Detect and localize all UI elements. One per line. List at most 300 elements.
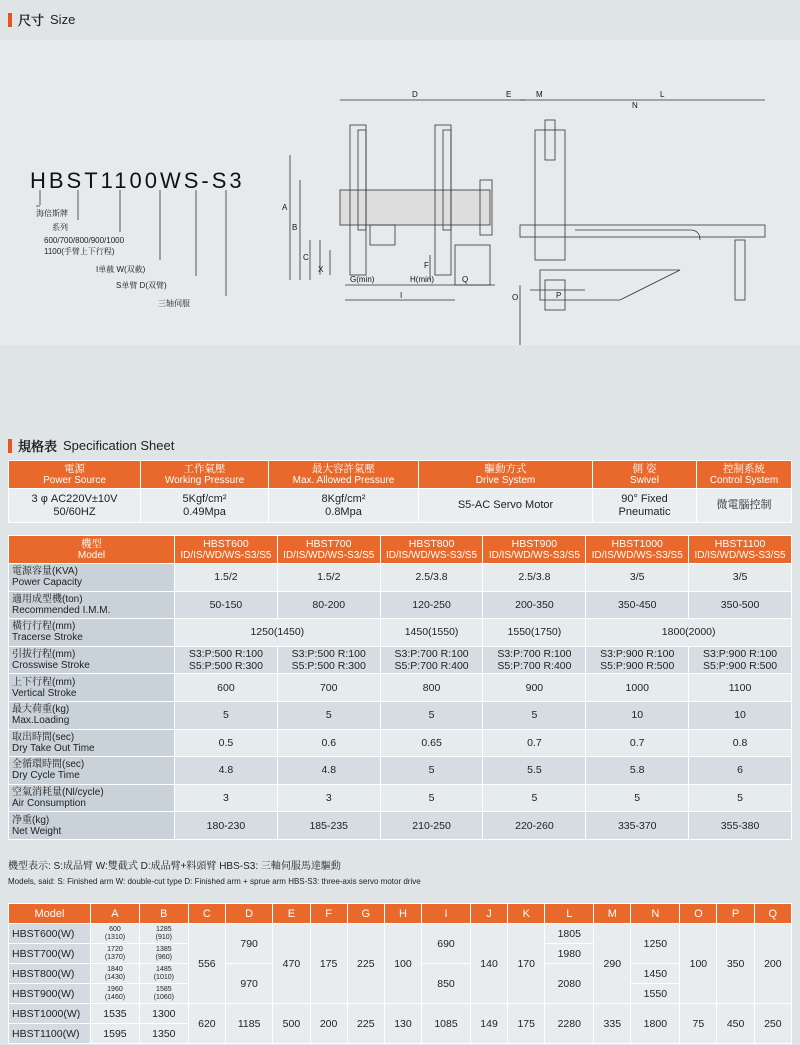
dim-h-line: 100: [394, 957, 412, 970]
dim-a: [91, 924, 140, 944]
spec-row-label: [9, 757, 175, 785]
spec-value-line: 5.5: [527, 764, 542, 777]
dim-i-line: 850: [437, 977, 455, 990]
power-value: 3 φ AC220V±10V 50/60HZ: [9, 489, 141, 523]
dim-i: [422, 924, 471, 964]
dim-m: [594, 924, 631, 1004]
spec-value-line: S5:P:900 R:500: [703, 660, 778, 673]
spec-value-line: 5: [531, 709, 538, 722]
dim-d: [225, 964, 272, 1004]
spec-row-label: [9, 784, 175, 812]
dim-label-p: P: [556, 291, 562, 300]
dim-a-line: 600: [109, 925, 121, 933]
legend-stroke-2: 1100(手臂上下行程): [44, 247, 115, 256]
spec-value-line: 50-150: [209, 598, 243, 611]
dim-k-line: 170: [517, 957, 535, 970]
spec-value-line: 1450(1550): [404, 626, 459, 639]
dim-model: [9, 944, 91, 964]
dim-f: [310, 924, 347, 1004]
spec-row-label: [9, 646, 175, 674]
spec-value: [483, 564, 586, 592]
dim-l: [545, 1004, 594, 1044]
spec-value-line: S3:P:900 R:100: [703, 648, 778, 661]
spec-value: [586, 591, 689, 619]
dim-h: [384, 924, 421, 1004]
dim-header-d: D: [225, 904, 272, 924]
dim-m-line: 290: [603, 957, 622, 970]
model-name: HBST800: [408, 537, 455, 550]
model-note-en: Models, said: S: Finished arm W: double-cut type D: Finished arm + sprue arm HBS-S3: three-axis servo motor drive: [8, 877, 421, 886]
spec-value: [586, 674, 689, 702]
dim-o: [680, 924, 717, 1004]
spec-value-line: 3: [325, 792, 332, 805]
dim-l-line: 2080: [557, 977, 581, 990]
spec-value: [175, 646, 278, 674]
dim-label-h: H(min): [410, 275, 434, 284]
spec-value: [689, 729, 792, 757]
dim-label-b: B: [292, 223, 298, 232]
dim-label-d: D: [412, 90, 418, 99]
dim-b-line: (1010): [153, 973, 174, 981]
spec-label-en: Power Capacity: [12, 577, 83, 589]
model-code: HBST1100WS-S3: [30, 168, 245, 193]
spec-row: [9, 646, 792, 674]
dim-b-line: 1285: [156, 925, 172, 933]
spec-value-line: 900: [525, 681, 544, 694]
spec-value: [277, 729, 380, 757]
legend-series: 系列: [52, 223, 68, 232]
legend-arm-type: I单截 W(双截): [96, 265, 146, 274]
dim-n-line: 1250: [643, 937, 668, 950]
dim-header-f: F: [310, 904, 347, 924]
dim-d-line: 970: [240, 977, 258, 990]
spec-row: [9, 564, 792, 592]
dim-i: [422, 964, 471, 1004]
dim-model: [9, 964, 91, 984]
spec-row-label: [9, 701, 175, 729]
dim-f-line: 200: [319, 1017, 338, 1030]
spec-value: [689, 646, 792, 674]
dim-header-o: O: [680, 904, 717, 924]
spec-value-line: 5: [222, 709, 229, 722]
dim-label-l: L: [660, 90, 665, 99]
spec-value-line: 335-370: [617, 819, 657, 832]
spec-value-line: 1000: [625, 681, 649, 694]
spec-value-line: 5: [634, 792, 641, 805]
dim-b-line: 1485: [156, 965, 172, 973]
spec-row: [9, 674, 792, 702]
spec-label-cn: 引拔行程(mm): [12, 649, 76, 661]
dim-i: [422, 1004, 471, 1044]
spec-label-en: Tracerse Stroke: [12, 632, 83, 644]
spec-value-line: 220-260: [515, 819, 554, 832]
dim-label-a: A: [282, 203, 288, 212]
spec-row-label: [9, 812, 175, 840]
dim-p: [717, 924, 754, 1004]
spec-value-line: 0.7: [629, 736, 645, 749]
spec-value-line: 120-250: [412, 598, 451, 611]
spec-value: [175, 591, 278, 619]
spec-value: [483, 591, 586, 619]
spec-value-line: 210-250: [412, 819, 451, 832]
dim-d: [225, 924, 272, 964]
spec-value: [586, 729, 689, 757]
dim-a: [91, 1024, 140, 1044]
spec-value: [586, 701, 689, 729]
dim-l-line: 2280: [557, 1017, 581, 1030]
dim-b: [139, 1004, 188, 1024]
spec-value: [175, 674, 278, 702]
spec-value-line: S3:P:500 R:100: [291, 648, 366, 661]
dimension-table: [8, 903, 792, 1044]
dim-model: [9, 924, 91, 944]
dim-b-line: (960): [155, 953, 172, 961]
dim-model: [9, 1004, 91, 1024]
dim-n-line: 1800: [643, 1017, 668, 1030]
spec-value: [483, 757, 586, 785]
dim-b: [139, 1024, 188, 1044]
spec-value-line: 600: [217, 681, 235, 694]
spec-value: [483, 729, 586, 757]
model-sub: ID/IS/WD/WS-S3/S5: [386, 549, 478, 561]
spec-value-line: 0.65: [421, 736, 442, 749]
spec-value: [483, 619, 586, 647]
spec-value: [175, 729, 278, 757]
model-sub: ID/IS/WD/WS-S3/S5: [488, 549, 580, 561]
spec-title-cn: 規格表: [18, 439, 58, 454]
dim-l-line: 1805: [557, 927, 581, 940]
dim-e: [273, 1004, 310, 1044]
spec-value-line: 2.5/3.8: [415, 571, 448, 584]
dim-row: [9, 924, 792, 944]
dim-header-k: K: [508, 904, 545, 924]
spec-value-line: 185-235: [309, 819, 349, 832]
dim-b: [139, 964, 188, 984]
dim-k-line: 175: [517, 1017, 535, 1030]
spec-row: [9, 701, 792, 729]
dim-b-line: 1300: [152, 1007, 176, 1020]
model-header-hbst1000: [586, 536, 689, 564]
dim-n-line: 1550: [643, 987, 668, 1000]
spec-value-line: 2.5/3.8: [518, 571, 551, 584]
spec-value: [586, 619, 792, 647]
spec-label-cn: 取出時間(sec): [12, 731, 75, 743]
dim-a-line: 1840: [107, 965, 123, 973]
spec-label-cn: 净重(kg): [12, 814, 50, 826]
dim-i-line: 690: [437, 937, 455, 950]
spec-row-label: [9, 619, 175, 647]
model-sub: ID/IS/WD/WS-S3/S5: [283, 549, 375, 561]
dim-header-c: C: [188, 904, 225, 924]
dim-a-line: (1310): [104, 933, 126, 941]
dim-h: [384, 1004, 421, 1044]
spec-value: [586, 646, 689, 674]
dim-header-h: H: [384, 904, 421, 924]
model-sub: ID/IS/WD/WS-S3/S5: [180, 549, 272, 561]
dim-b: [139, 924, 188, 944]
spec-label-en: Recommended I.M.M.: [12, 604, 111, 616]
dim-label-m: M: [536, 90, 543, 99]
dim-a-line: 1535: [103, 1007, 127, 1020]
spec-value-line: 800: [422, 681, 441, 694]
spec-value: [586, 757, 689, 785]
dim-label-g: G(min): [350, 275, 375, 284]
dim-g: [347, 924, 384, 1004]
spec-value-line: 80-200: [312, 598, 346, 611]
dim-q: [754, 1004, 791, 1044]
spec-value: [277, 757, 380, 785]
dim-label-c: C: [303, 253, 309, 262]
dim-header-b: B: [139, 904, 188, 924]
dim-a-line: 1595: [103, 1027, 127, 1040]
spec-label-en: Vertical Stroke: [12, 687, 77, 699]
spec-value: [483, 784, 586, 812]
spec-value-line: S5:P:500 R:300: [188, 660, 263, 673]
spec-value-line: 5: [428, 792, 435, 805]
spec-value: [277, 812, 380, 840]
dim-b-line: (1060): [153, 993, 174, 1001]
working-pressure-value: 5Kgf/cm² 0.49Mpa: [141, 489, 269, 523]
spec-label-en: Net Weight: [12, 825, 62, 837]
spec-value-line: 5: [531, 792, 538, 805]
dim-q-line: 250: [764, 1017, 782, 1030]
size-title-cn: 尺寸: [18, 13, 45, 28]
dim-header-a: A: [91, 904, 140, 924]
spec-value: [689, 757, 792, 785]
spec-value-line: 10: [734, 709, 746, 722]
spec-label-cn: 全循環時間(sec): [12, 759, 85, 771]
spec-value: [175, 619, 381, 647]
spec-value-line: 5.8: [629, 764, 645, 777]
control-value: 微電腦控制: [697, 489, 792, 523]
dim-k: [508, 924, 545, 1004]
dim-o-line: 75: [692, 1017, 705, 1030]
spec-value-line: 5: [428, 709, 435, 722]
dim-p-line: 350: [726, 957, 745, 970]
spec-value-line: 10: [631, 709, 644, 722]
dim-label-i: I: [400, 291, 403, 300]
spec-value: [175, 757, 278, 785]
spec-value-line: S5:P:700 R:400: [497, 660, 572, 673]
dim-n: [631, 924, 680, 964]
spec-value-line: S3:P:500 R:100: [188, 648, 263, 661]
spec-value-line: 3/5: [732, 571, 748, 584]
dim-a-line: (1460): [104, 993, 126, 1001]
dim-model-line: HBST1000(W): [12, 1007, 81, 1020]
dim-c: [188, 924, 225, 1004]
general-spec-table: [8, 460, 792, 523]
dim-e-line: 470: [282, 957, 301, 970]
spec-row: [9, 757, 792, 785]
dim-model-line: HBST900(W): [12, 987, 75, 1000]
spec-value: [175, 564, 278, 592]
spec-value-line: 180-230: [206, 819, 246, 832]
dim-m: [594, 1004, 631, 1044]
dim-k: [508, 1004, 545, 1044]
dim-b-line: 1585: [156, 985, 172, 993]
dim-label-n: N: [632, 101, 638, 110]
dim-e: [273, 924, 310, 1004]
dim-q: [754, 924, 791, 1004]
dim-d-line: 1185: [237, 1017, 261, 1030]
dim-a: [91, 944, 140, 964]
model-sub: ID/IS/WD/WS-S3/S5: [694, 549, 786, 561]
header-control: 控制系統 Control System: [697, 461, 792, 489]
spec-value-line: S3:P:700 R:100: [394, 648, 469, 661]
dim-a: [91, 984, 140, 1004]
spec-value: [380, 591, 483, 619]
max-pressure-value: 8Kgf/cm² 0.8Mpa: [269, 489, 419, 523]
title-accent-bar: [8, 13, 12, 27]
model-header-hbst900: [483, 536, 586, 564]
spec-value: [586, 812, 689, 840]
legend-brand: 海倍斯牌: [36, 209, 68, 218]
spec-row: [9, 591, 792, 619]
dim-g-line: 225: [357, 1017, 375, 1030]
spec-value-line: S3:P:700 R:100: [497, 648, 572, 661]
spec-label-cn: 橫行行程(mm): [12, 621, 76, 633]
dim-header-l: L: [545, 904, 594, 924]
spec-value: [689, 674, 792, 702]
swivel-value: 90° Fixed Pneumatic: [593, 489, 697, 523]
machine-drawing: [0, 40, 800, 345]
spec-value: [277, 784, 380, 812]
dim-j-line: 149: [480, 1017, 498, 1030]
dim-model-line: HBST600(W): [12, 927, 75, 940]
dim-label-o: O: [512, 293, 519, 302]
dim-model-line: HBST1100(W): [12, 1027, 80, 1040]
dimension-drawing: [0, 40, 800, 345]
legend-servo: 三轴伺服: [158, 299, 190, 308]
spec-value: [380, 674, 483, 702]
spec-value-line: 200-350: [515, 598, 554, 611]
spec-value-line: S3:P:900 R:100: [600, 648, 675, 661]
spec-row-label: [9, 729, 175, 757]
spec-value-line: 350-500: [720, 598, 760, 611]
spec-label-cn: 最大荷重(kg): [12, 704, 70, 716]
dim-label-q: Q: [462, 275, 469, 284]
model-sub: ID/IS/WD/WS-S3/S5: [591, 549, 683, 561]
dim-a: [91, 964, 140, 984]
dim-j-line: 140: [480, 957, 498, 970]
header-model: 機型 Model: [9, 536, 175, 564]
spec-value: [689, 701, 792, 729]
dim-label-e: E: [506, 90, 512, 99]
spec-value-line: S5:P:500 R:300: [291, 660, 366, 673]
dim-header-model: Model: [9, 904, 91, 924]
dim-m-line: 335: [603, 1017, 622, 1030]
spec-value: [380, 701, 483, 729]
legend-arm-count: S单臂 D(双臂): [116, 281, 167, 290]
spec-label-en: Crosswise Stroke: [12, 660, 90, 672]
spec-value: [689, 784, 792, 812]
spec-value: [380, 812, 483, 840]
dim-b: [139, 944, 188, 964]
spec-value: [277, 701, 380, 729]
header-swivel: 側 姿 Swivel: [593, 461, 697, 489]
dim-d-line: 790: [240, 937, 258, 950]
spec-value: [277, 564, 380, 592]
dim-label-x: X: [318, 265, 324, 274]
dim-l: [545, 964, 594, 1004]
spec-value-line: S5:P:900 R:500: [600, 660, 675, 673]
spec-value: [380, 564, 483, 592]
spec-value: [483, 674, 586, 702]
spec-label-en: Dry Take Out Time: [12, 742, 95, 754]
spec-value-line: 3: [222, 792, 229, 805]
dim-a-line: 1720: [107, 945, 123, 953]
model-spec-table: [8, 535, 792, 840]
spec-value-line: 700: [319, 681, 338, 694]
dim-n: [631, 964, 680, 984]
dim-c-line: 556: [198, 957, 216, 970]
spec-value: [586, 784, 689, 812]
spec-row: [9, 784, 792, 812]
dim-g-line: 225: [357, 957, 375, 970]
size-section-title: [8, 10, 75, 29]
dim-j: [470, 924, 507, 1004]
dim-model-line: HBST700(W): [12, 947, 75, 960]
dim-label-f: F: [424, 261, 429, 270]
model-header-hbst800: [380, 536, 483, 564]
spec-value-line: 0.6: [321, 736, 337, 749]
dim-n: [631, 984, 680, 1004]
spec-row: [9, 619, 792, 647]
spec-value-line: 1800(2000): [661, 626, 716, 639]
spec-label-cn: 空氣消耗量(Nl/cycle): [12, 787, 104, 799]
dim-l: [545, 944, 594, 964]
spec-value: [689, 591, 792, 619]
dim-header-n: N: [631, 904, 680, 924]
dim-i-line: 1085: [434, 1017, 458, 1030]
spec-row: [9, 729, 792, 757]
dim-model: [9, 1024, 91, 1044]
header-working-pressure: 工作氣壓 Working Pressure: [141, 461, 269, 489]
spec-value-line: 5: [325, 709, 332, 722]
spec-value: [483, 701, 586, 729]
spec-label-cn: 電源容量(KVA): [12, 566, 78, 578]
dim-g: [347, 1004, 384, 1044]
dim-n: [631, 1004, 680, 1044]
spec-value-line: 0.7: [527, 736, 542, 749]
dim-b-line: 1385: [156, 945, 172, 953]
dim-row: [9, 1004, 792, 1024]
dim-header-g: G: [347, 904, 384, 924]
spec-row-label: [9, 591, 175, 619]
dim-e-line: 500: [282, 1017, 301, 1030]
model-header-hbst600: [175, 536, 278, 564]
drive-value: S5-AC Servo Motor: [419, 489, 593, 523]
spec-value: [380, 646, 483, 674]
dim-a: [91, 1004, 140, 1024]
spec-value-line: S5:P:700 R:400: [394, 660, 469, 673]
header-power: 電源 Power Source: [9, 461, 141, 489]
dim-f: [310, 1004, 347, 1044]
spec-value: [586, 564, 689, 592]
dim-h-line: 130: [394, 1017, 412, 1030]
spec-value-line: 4.8: [218, 764, 234, 777]
spec-row-label: [9, 674, 175, 702]
spec-value: [277, 646, 380, 674]
dim-c-line: 620: [198, 1017, 216, 1030]
dim-a-line: (1370): [104, 953, 126, 961]
spec-value: [689, 564, 792, 592]
spec-value-line: 3/5: [629, 571, 645, 584]
spec-value-line: 0.5: [218, 736, 234, 749]
spec-value-line: 5: [428, 764, 435, 777]
model-name: HBST1000: [611, 537, 663, 550]
spec-value: [175, 701, 278, 729]
